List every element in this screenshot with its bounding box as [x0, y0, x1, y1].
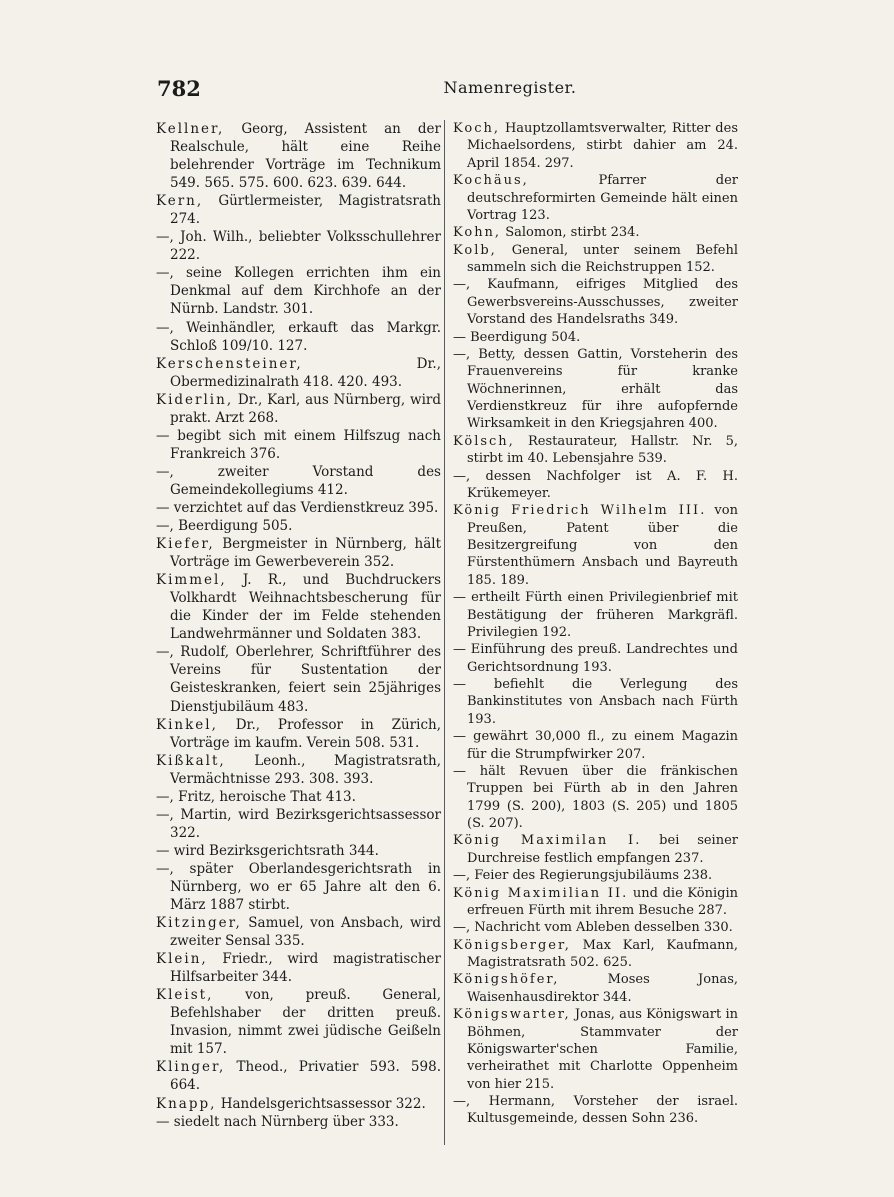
index-entry — [453, 728, 738, 763]
index-entry — [156, 1095, 441, 1113]
entry-headword: Knapp, — [156, 1095, 217, 1112]
entry-text: Friedr., wird magistratischer Hilfsarbeiter 344. — [170, 951, 441, 986]
index-entry — [156, 643, 441, 715]
entry-text: —, Rudolf, Oberlehrer, Schriftführer des Vereins für Sustentation der Geisteskranken, feiert sein 25jähriges Dienstjubiläum 483. — [156, 644, 441, 715]
entry-text: — befiehlt die Verlegung des Bankinstitutes von Ansbach nach Fürth 193. — [453, 677, 738, 727]
entry-text: Samuel, von Ansbach, wird zweiter Sensal 335. — [170, 915, 441, 950]
index-entry — [156, 842, 441, 860]
index-entry — [453, 676, 738, 728]
index-column-right — [453, 120, 738, 1128]
entry-text: — begibt sich mit einem Hilfszug nach Frankreich 376. — [156, 427, 441, 462]
index-entry — [156, 716, 441, 752]
index-entry — [156, 1058, 441, 1094]
index-entry — [156, 391, 441, 427]
index-entry — [156, 499, 441, 517]
index-entry — [156, 192, 441, 228]
index-entry — [156, 986, 441, 1058]
index-entry — [453, 919, 738, 936]
index-entry — [156, 517, 441, 535]
entry-text: —, dessen Nachfolger ist A. F. H. Krükemeyer. — [453, 468, 738, 501]
index-entry — [156, 535, 441, 571]
index-entry — [453, 224, 738, 241]
entry-text: und die Königin erfreuen Fürth mit ihrem Besuche 287. — [467, 885, 738, 918]
entry-text: —, Betty, dessen Gattin, Vorsteherin des Frauenvereins für kranke Wöchnerinnen, erhält das Verdienstkreuz für ihre aufopfernde Wirksamkeit in den Kriegsjahren 400. — [453, 346, 738, 432]
entry-headword: Königswarter, — [453, 1007, 571, 1023]
entry-text: —, Joh. Wilh., beliebter Volksschullehrer 222. — [156, 229, 441, 264]
entry-text: —, später Oberlandesgerichtsrath in Nürnberg, wo er 65 Jahre alt den 6. März 1887 stirbt. — [156, 860, 441, 914]
entry-headword: Kohn, — [453, 225, 502, 241]
entry-headword: Klinger, — [156, 1059, 226, 1076]
entry-text: —, zweiter Vorstand des Gemeindekollegiums 412. — [156, 463, 441, 498]
entry-text: Jonas, aus Königswart in Böhmen, Stammvater der Königswarter'schen Familie, verheirathet mit Charlotte Oppenheim von hier 215. — [467, 1007, 738, 1092]
entry-text: — Beerdigung 504. — [453, 329, 581, 345]
entry-headword: König Friedrich Wilhelm III. — [453, 503, 707, 519]
index-entry — [156, 228, 441, 264]
entry-text: Hauptzollamtsverwalter, Ritter des Michaelsordens, stirbt dahier am 24. April 1854. 297. — [467, 121, 738, 171]
index-entry — [453, 1093, 738, 1128]
entry-headword: Kinkel, — [156, 716, 218, 733]
entry-text: Max Karl, Kaufmann, Magistratsrath 502. 625. — [467, 937, 738, 970]
entry-headword: Kitzinger, — [156, 915, 242, 932]
index-entry — [453, 867, 738, 884]
index-entry — [453, 433, 738, 468]
entry-headword: Kochäus, — [453, 173, 529, 189]
entry-text: Dr., Obermedizinalrath 418. 420. 493. — [170, 355, 441, 390]
entry-text: General, unter seinem Befehl sammeln sich die Reichstruppen 152. — [467, 242, 738, 275]
index-entry — [156, 463, 441, 499]
index-entry — [156, 806, 441, 842]
entry-headword: Kern, — [156, 193, 204, 210]
entry-text: — verzichtet auf das Verdienstkreuz 395. — [156, 499, 439, 516]
entry-text: —, Feier des Regierungsjubiläums 238. — [453, 868, 713, 884]
entry-text: Handelsgerichtsassessor 322. — [216, 1095, 426, 1112]
index-entry — [156, 752, 441, 788]
entry-text: —, Nachricht vom Ableben desselben 330. — [453, 920, 733, 936]
index-entry — [156, 860, 441, 914]
entry-text: von Preußen, Patent über die Besitzergreifung von den Fürstenthümern Ansbach und Bayreuth 185. 189. — [467, 503, 738, 588]
entry-text: — wird Bezirksgerichtsrath 344. — [156, 842, 379, 859]
entry-headword: Kiderlin, — [156, 391, 234, 408]
entry-text: —, Fritz, heroische That 413. — [156, 788, 356, 805]
entry-text: — siedelt nach Nürnberg über 333. — [156, 1113, 399, 1130]
index-entry — [453, 120, 738, 172]
index-entry — [156, 355, 441, 391]
index-entry — [453, 971, 738, 1006]
entry-text: —, Beerdigung 505. — [156, 518, 293, 535]
entry-headword: Königsberger, — [453, 937, 571, 953]
entry-text: —, Weinhändler, erkauft das Markgr. Schloß 109/10. 127. — [156, 319, 441, 354]
index-entry — [453, 641, 738, 676]
index-entry — [453, 937, 738, 972]
index-entry — [453, 589, 738, 641]
entry-headword: Kolb, — [453, 242, 497, 258]
entry-text: von, preuß. General, Befehlshaber der dritten preuß. Invasion, nimmt zwei jüdische Geißeln mit 157. — [170, 987, 441, 1058]
entry-text: — hält Revuen über die fränkischen Truppen bei Fürth ab in den Jahren 1799 (S. 200), 1803 (S. 205) und 1805 (S. 207). — [453, 763, 738, 831]
entry-text: Dr., Professor in Zürich, Vorträge im kaufm. Verein 508. 531. — [170, 716, 441, 751]
entry-text: — gewährt 30,000 fl., zu einem Magazin für die Strumpfwirker 207. — [453, 729, 738, 762]
entry-text: —, Kaufmann, eifriges Mitglied des Gewerbsvereins-Ausschusses, zweiter Vorstand des Handelsraths 349. — [453, 277, 738, 328]
entry-headword: Kleist, — [156, 987, 214, 1004]
index-entry — [453, 172, 738, 224]
entry-headword: Kellner, — [156, 121, 225, 137]
entry-text: Dr., Karl, aus Nürnberg, wird prakt. Arzt 268. — [170, 391, 441, 426]
entry-headword: König Maximilan I. — [453, 833, 642, 849]
entry-text: —, Hermann, Vorsteher der israel. Kultusgemeinde, dessen Sohn 236. — [453, 1094, 738, 1127]
index-column-left — [156, 120, 441, 1131]
entry-text: Georg, Assistent an der Realschule, hält eine Reihe belehrender Vorträge im Technikum 549. 565. 575. 600. 623. 639. 644. — [170, 121, 441, 192]
entry-headword: Kölsch, — [453, 433, 515, 449]
index-entry — [453, 346, 738, 433]
index-entry — [453, 885, 738, 920]
entry-text: J. R., und Buchdruckers Volkhardt Weihnachtsbescherung für die Kinder der im Felde stehenden Landwehrmänner und Soldaten 383. — [170, 572, 441, 643]
index-entry — [453, 502, 738, 589]
entry-text: bei seiner Durchreise festlich empfangen 237. — [467, 833, 738, 866]
entry-text: Bergmeister in Nürnberg, hält Vorträge im Gewerbeverein 352. — [170, 536, 441, 571]
index-entry — [156, 427, 441, 463]
index-entry — [453, 468, 738, 503]
index-entry — [453, 329, 738, 346]
entry-headword: Klein, — [156, 951, 208, 968]
index-entry — [453, 763, 738, 833]
index-entry — [453, 832, 738, 867]
entry-text: Theod., Privatier 593. 598. 664. — [170, 1059, 441, 1094]
entry-text: —, seine Kollegen errichten ihm ein Denkmal auf dem Kirchhofe an der Nürnb. Landstr. 301. — [156, 265, 441, 318]
index-entry — [156, 1113, 441, 1131]
entry-text: Gürtlermeister, Magistratsrath 274. — [170, 193, 441, 228]
index-entry — [156, 571, 441, 643]
entry-headword: Koch, — [453, 121, 500, 136]
index-entry — [453, 1006, 738, 1093]
entry-headword: Königshöfer, — [453, 972, 560, 988]
entry-text: — Einführung des preuß. Landrechtes und Gerichtsordnung 193. — [453, 642, 738, 675]
entry-text: Leonh., Magistratsrath, Vermächtnisse 293. 308. 393. — [170, 752, 441, 787]
column-divider — [444, 120, 445, 1145]
running-head: Namenregister. — [443, 78, 577, 97]
index-entry — [156, 319, 441, 355]
entry-text: Salomon, stirbt 234. — [501, 225, 640, 241]
entry-headword: König Maximilian II. — [453, 885, 629, 901]
entry-text: Moses Jonas, Waisenhausdirektor 344. — [467, 972, 738, 1005]
page-number: 782 — [157, 76, 201, 101]
entry-headword: Kimmel, — [156, 572, 227, 589]
index-entry — [453, 242, 738, 277]
entry-text: —, Martin, wird Bezirksgerichtsassessor 322. — [156, 806, 441, 841]
index-entry — [453, 276, 738, 328]
entry-text: — ertheilt Fürth einen Privilegienbrief mit Bestätigung der früheren Markgräfl. Privilegien 192. — [453, 590, 738, 640]
entry-headword: Kiefer, — [156, 536, 215, 553]
entry-text: Restaurateur, Hallstr. Nr. 5, stirbt im 40. Lebensjahre 539. — [467, 433, 738, 467]
index-entry — [156, 788, 441, 806]
entry-text: Pfarrer der deutschreformirten Gemeinde hält einen Vortrag 123. — [467, 173, 738, 223]
index-entry — [156, 950, 441, 986]
index-entry — [156, 914, 441, 950]
index-entry — [156, 120, 441, 192]
index-entry — [156, 264, 441, 318]
entry-headword: Kerschensteiner, — [156, 355, 303, 372]
entry-headword: Kißkalt, — [156, 752, 226, 769]
